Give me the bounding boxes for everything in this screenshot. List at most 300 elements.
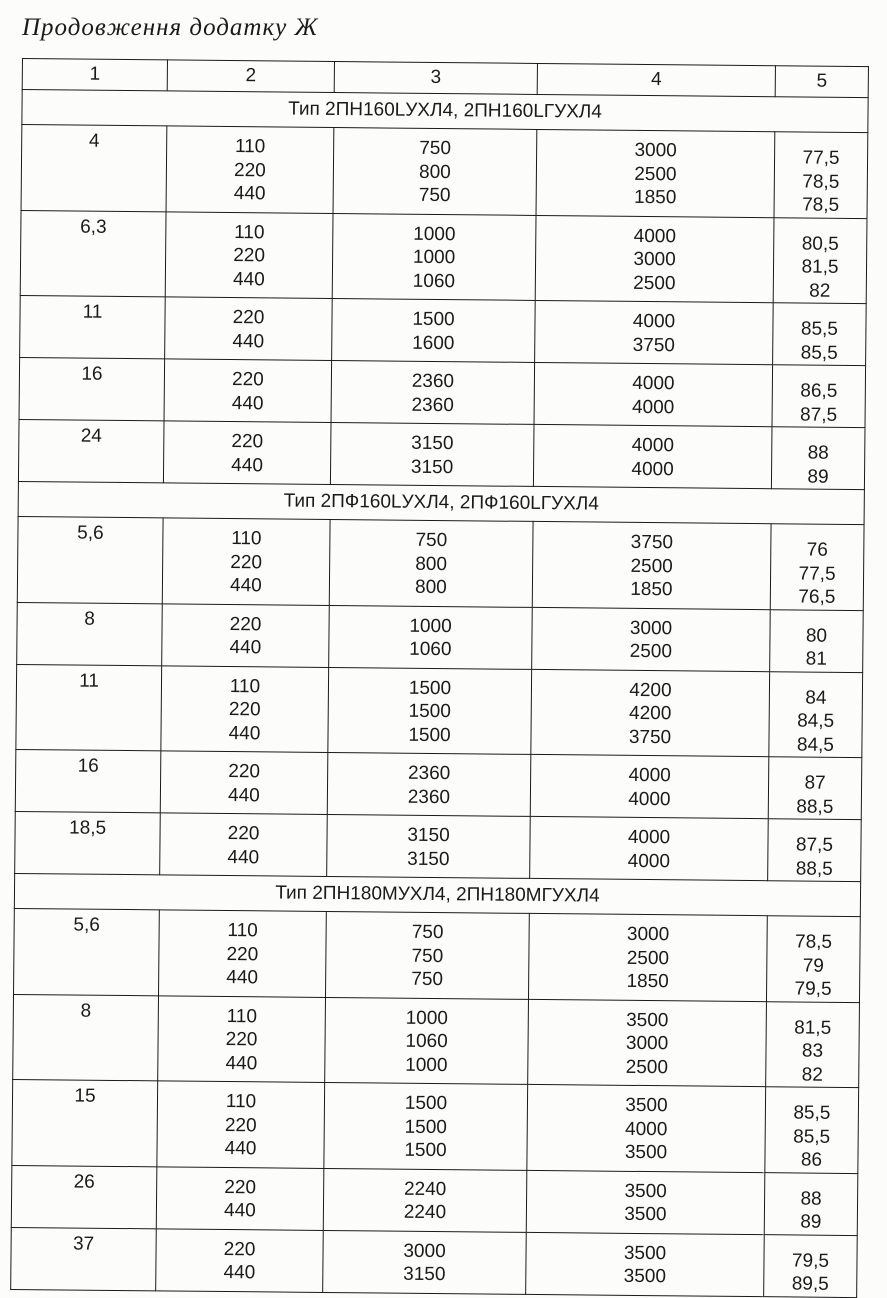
- cell-lines: [21, 211, 165, 240]
- cell-value: 750: [418, 184, 451, 207]
- table-row: [21, 125, 868, 219]
- cell-value: 440: [224, 1137, 257, 1160]
- cell-lines: [162, 604, 329, 661]
- cell-col-4: [530, 816, 769, 880]
- cell-value: 440: [231, 454, 264, 476]
- cell-value: 440: [223, 1261, 256, 1284]
- cell-value: 2500: [625, 1056, 669, 1078]
- cell-lines: [766, 1002, 859, 1087]
- cell-lines: [18, 602, 162, 631]
- cell-col-4: [533, 424, 772, 488]
- cell-col-4: [536, 129, 775, 217]
- cell-lines: [19, 420, 163, 449]
- cell-col-5: [764, 1172, 858, 1235]
- cell-value: 220: [232, 307, 265, 329]
- cell-lines: [535, 301, 773, 358]
- cell-col-1: [20, 295, 166, 358]
- cell-value: 37: [72, 1233, 95, 1255]
- cell-col-3: [329, 605, 533, 669]
- cell-value: 80,5: [801, 232, 839, 255]
- cell-value: 2360: [411, 370, 455, 393]
- cell-value: 1000: [412, 246, 456, 269]
- cell-value: 85,5: [800, 341, 838, 364]
- cell-value: 85,5: [793, 1102, 831, 1124]
- cell-value: 77,5: [802, 147, 840, 169]
- cell-col-3: [329, 519, 533, 606]
- cell-col-5: [768, 819, 862, 882]
- cell-value: 3500: [624, 1203, 667, 1226]
- cell-value: 85,5: [800, 318, 839, 340]
- cell-value: 1000: [413, 223, 456, 245]
- cell-col-4: [532, 521, 771, 609]
- cell-value: 86,5: [800, 380, 838, 402]
- cell-value: 800: [415, 553, 448, 575]
- cell-lines: [164, 421, 331, 478]
- cell-col-5: [770, 609, 864, 672]
- cell-col-1: [16, 664, 162, 751]
- cell-lines: [324, 1083, 527, 1163]
- cell-col-4: [535, 215, 774, 303]
- column-header-3: 3: [334, 61, 537, 94]
- cell-col-1: [11, 1227, 157, 1290]
- cell-lines: [167, 126, 334, 206]
- cell-lines: [769, 672, 862, 757]
- cell-lines: [16, 750, 160, 779]
- cell-col-2: [158, 995, 326, 1082]
- cell-value: 440: [223, 1199, 256, 1222]
- cell-lines: [15, 909, 159, 938]
- cell-value: 89: [807, 466, 829, 488]
- cell-lines: [20, 358, 164, 387]
- cell-lines: [771, 524, 864, 609]
- cell-value: 220: [231, 369, 264, 391]
- cell-value: 750: [419, 137, 452, 160]
- cell-value: 220: [228, 699, 261, 721]
- cell-value: 78,5: [802, 170, 840, 193]
- cell-lines: [536, 215, 774, 296]
- cell-lines: [764, 1235, 857, 1297]
- cell-value: 82: [809, 280, 831, 302]
- cell-value: 76,5: [798, 586, 836, 608]
- cell-value: 78,5: [802, 194, 840, 216]
- cell-value: 4000: [633, 225, 677, 247]
- cell-value: 220: [226, 943, 259, 965]
- cell-value: 79: [802, 955, 824, 977]
- cell-value: 81,5: [801, 256, 839, 278]
- cell-lines: [163, 518, 330, 598]
- cell-lines: [161, 751, 328, 808]
- cell-col-4: [534, 362, 773, 426]
- cell-value: 77,5: [798, 562, 836, 585]
- page-title: Продовження додатку Ж: [22, 14, 319, 41]
- cell-lines: [332, 299, 535, 356]
- cell-col-5: [774, 132, 868, 218]
- cell-value: 750: [411, 945, 444, 967]
- cell-col-4: [531, 669, 770, 757]
- cell-value: 1850: [626, 970, 669, 993]
- cell-lines: [18, 517, 162, 546]
- cell-col-4: [532, 607, 771, 671]
- cell-value: 1500: [408, 724, 451, 746]
- cell-value: 800: [414, 576, 447, 599]
- cell-lines: [531, 669, 769, 750]
- cell-lines: [17, 664, 161, 693]
- cell-value: 750: [411, 968, 444, 991]
- cell-value: 110: [227, 920, 258, 942]
- cell-value: 1500: [404, 1139, 447, 1162]
- cell-value: 5,6: [73, 914, 100, 936]
- cell-col-3: [323, 1230, 527, 1294]
- cell-value: 3750: [632, 334, 676, 356]
- cell-value: 1500: [404, 1116, 447, 1138]
- cell-value: 110: [225, 1091, 257, 1113]
- cell-col-2: [166, 126, 334, 213]
- cell-value: 1500: [408, 700, 451, 723]
- cell-lines: [534, 425, 772, 482]
- cell-value: 3150: [407, 848, 450, 870]
- table-row: [12, 1079, 859, 1173]
- cell-col-2: [163, 421, 331, 485]
- cell-value: 81,5: [794, 1016, 832, 1039]
- cell-lines: [765, 1173, 858, 1235]
- cell-col-5: [773, 303, 867, 366]
- cell-value: 2240: [403, 1201, 447, 1224]
- cell-col-2: [157, 1081, 325, 1168]
- cell-value: 88,5: [795, 857, 833, 880]
- cell-value: 18,5: [69, 817, 107, 839]
- cell-lines: [772, 365, 865, 427]
- cell-value: 80: [805, 625, 828, 647]
- cell-col-1: [14, 908, 160, 995]
- cell-value: 4000: [632, 310, 676, 333]
- cell-col-1: [17, 602, 163, 665]
- cell-col-4: [528, 999, 767, 1087]
- cell-value: 78,5: [794, 931, 833, 953]
- cell-value: 1500: [408, 677, 452, 699]
- cell-lines: [331, 423, 534, 480]
- cell-value: 4000: [631, 458, 674, 480]
- cell-lines: [333, 213, 536, 293]
- cell-lines: [767, 916, 860, 1001]
- cell-value: 2500: [634, 163, 677, 185]
- cell-value: 440: [229, 637, 262, 659]
- cell-col-2: [165, 297, 333, 361]
- cell-value: 2360: [407, 762, 451, 785]
- cell-value: 110: [229, 675, 261, 697]
- cell-lines: [157, 1081, 324, 1161]
- cell-lines: [772, 427, 865, 489]
- cell-lines: [159, 910, 326, 990]
- column-header-4: 4: [537, 63, 775, 96]
- cell-value: 1850: [633, 186, 677, 209]
- cell-value: 3000: [625, 1032, 669, 1055]
- cell-value: 3500: [623, 1242, 667, 1264]
- cell-col-3: [327, 814, 531, 878]
- cell-col-4: [527, 1084, 766, 1172]
- cell-lines: [328, 667, 531, 747]
- cell-value: 4000: [625, 1118, 668, 1140]
- cell-lines: [527, 1085, 765, 1166]
- cell-lines: [529, 914, 767, 995]
- cell-value: 82: [801, 1064, 823, 1086]
- cell-value: 3750: [628, 726, 672, 748]
- cell-lines: [12, 1227, 156, 1256]
- cell-col-5: [766, 916, 860, 1002]
- cell-value: 16: [81, 363, 103, 385]
- cell-value: 110: [234, 136, 266, 158]
- cell-col-2: [162, 603, 330, 667]
- cell-value: 3750: [630, 531, 674, 554]
- cell-value: 220: [231, 431, 264, 453]
- table-row: [15, 749, 862, 819]
- cell-value: 6,3: [80, 216, 107, 238]
- cell-lines: [765, 1087, 858, 1172]
- cell-value: 79,5: [794, 978, 832, 1000]
- cell-lines: [160, 813, 327, 870]
- cell-lines: [14, 994, 158, 1023]
- cell-value: 2240: [403, 1178, 447, 1200]
- cell-value: 24: [80, 425, 103, 447]
- cell-lines: [532, 607, 770, 664]
- table-row: [17, 602, 864, 672]
- cell-value: 750: [415, 529, 448, 552]
- cell-col-1: [19, 357, 165, 420]
- cell-col-2: [159, 910, 327, 997]
- cell-value: 2500: [633, 272, 676, 294]
- cell-col-1: [21, 125, 167, 212]
- column-header-2: 2: [167, 60, 334, 93]
- cell-lines: [330, 520, 533, 600]
- table-row: [11, 1165, 858, 1235]
- cell-col-5: [773, 217, 867, 303]
- cell-value: 16: [77, 755, 99, 777]
- cell-value: 11: [79, 670, 99, 692]
- table-row: [18, 419, 865, 489]
- table-row: [17, 516, 864, 610]
- cell-value: 220: [224, 1114, 257, 1136]
- cell-col-5: [766, 1001, 860, 1087]
- cell-value: 3150: [411, 432, 454, 455]
- cell-value: 84,5: [796, 733, 835, 756]
- cell-lines: [531, 755, 769, 812]
- cell-lines: [325, 997, 528, 1077]
- cell-value: 87,5: [800, 403, 838, 426]
- cell-lines: [12, 1165, 156, 1194]
- cell-lines: [334, 128, 537, 208]
- cell-value: 220: [230, 551, 263, 573]
- cell-lines: [329, 605, 532, 662]
- table-row: [13, 994, 860, 1088]
- cell-col-3: [325, 997, 529, 1084]
- cell-col-2: [162, 518, 330, 605]
- cell-value: 1600: [412, 332, 455, 354]
- cell-value: 8: [80, 1000, 92, 1022]
- cell-col-2: [156, 1228, 324, 1292]
- cell-col-3: [332, 298, 536, 362]
- cell-value: 3150: [410, 456, 454, 478]
- column-header-1: 1: [22, 59, 167, 91]
- section-title: Тип 2ПФ160LУХЛ4, 2ПФ160LГУХЛ4: [18, 481, 864, 524]
- cell-value: 800: [418, 161, 451, 183]
- cell-value: 88,5: [796, 795, 834, 818]
- cell-value: 4000: [631, 396, 675, 418]
- cell-value: 11: [82, 301, 103, 323]
- cell-value: 220: [233, 159, 266, 181]
- cell-value: 76: [806, 539, 828, 561]
- cell-value: 220: [233, 245, 266, 267]
- cell-value: 83: [801, 1040, 824, 1062]
- cell-lines: [775, 132, 868, 217]
- cell-col-4: [526, 1232, 765, 1296]
- cell-value: 88: [800, 1188, 822, 1210]
- cell-value: 3500: [626, 1009, 669, 1031]
- cell-col-5: [771, 427, 865, 490]
- cell-lines: [768, 819, 861, 881]
- cell-value: 1060: [412, 270, 456, 292]
- cell-value: 2500: [630, 555, 673, 577]
- cell-col-3: [326, 911, 530, 998]
- cell-value: 1500: [404, 1092, 448, 1115]
- cell-value: 3000: [403, 1240, 446, 1262]
- cell-lines: [166, 212, 333, 292]
- cell-value: 1000: [405, 1054, 448, 1076]
- cell-col-3: [333, 127, 537, 214]
- cell-value: 220: [223, 1238, 256, 1260]
- cell-lines: [328, 753, 531, 810]
- cell-value: 3150: [403, 1263, 446, 1286]
- cell-value: 220: [225, 1029, 258, 1051]
- cell-value: 440: [233, 183, 266, 205]
- cell-value: 440: [229, 575, 262, 597]
- cell-value: 1000: [409, 615, 452, 637]
- cell-lines: [774, 218, 867, 303]
- cell-lines: [161, 666, 328, 746]
- cell-value: 440: [227, 846, 260, 868]
- cell-value: 2360: [411, 394, 454, 416]
- cell-lines: [526, 1232, 764, 1289]
- cell-lines: [770, 610, 863, 672]
- cell-value: 110: [231, 528, 262, 550]
- table-body: [11, 90, 868, 1298]
- cell-value: 15: [74, 1085, 96, 1107]
- cell-col-4: [530, 754, 769, 818]
- cell-value: 88: [807, 442, 829, 464]
- cell-value: 79,5: [791, 1249, 830, 1272]
- cell-lines: [769, 757, 862, 819]
- cell-value: 5,6: [77, 522, 104, 544]
- cell-value: 3150: [407, 824, 450, 847]
- cell-value: 4000: [628, 764, 671, 787]
- cell-col-5: [770, 524, 864, 610]
- cell-col-5: [772, 365, 866, 428]
- cell-col-2: [160, 813, 328, 877]
- cell-col-2: [156, 1166, 324, 1230]
- cell-value: 4000: [627, 826, 671, 849]
- cell-value: 440: [232, 330, 265, 352]
- cell-value: 2500: [629, 640, 673, 663]
- cell-col-1: [18, 419, 164, 482]
- cell-lines: [527, 1170, 765, 1227]
- cell-lines: [13, 1080, 157, 1109]
- cell-value: 3000: [629, 617, 673, 639]
- cell-value: 84,5: [797, 710, 835, 732]
- cell-value: 750: [411, 921, 444, 944]
- cell-col-3: [324, 1082, 528, 1169]
- cell-lines: [326, 912, 529, 992]
- cell-lines: [332, 361, 535, 418]
- cell-col-2: [161, 665, 329, 752]
- cell-col-4: [526, 1170, 765, 1234]
- cell-value: 220: [228, 761, 261, 783]
- cell-col-3: [328, 667, 532, 754]
- cell-lines: [533, 522, 771, 603]
- cell-value: 440: [227, 784, 260, 806]
- cell-value: 3500: [624, 1180, 667, 1202]
- cell-col-2: [165, 211, 333, 298]
- cell-col-2: [164, 359, 332, 423]
- cell-value: 110: [234, 221, 265, 243]
- cell-value: 87,5: [795, 834, 834, 856]
- cell-col-5: [768, 757, 862, 820]
- cell-col-2: [160, 751, 328, 815]
- cell-value: 3500: [623, 1265, 667, 1288]
- cell-col-1: [15, 749, 161, 812]
- cell-value: 84: [805, 687, 827, 709]
- cell-col-5: [764, 1234, 858, 1297]
- cell-col-1: [11, 1165, 157, 1228]
- cell-col-4: [535, 300, 774, 364]
- cell-col-1: [15, 811, 161, 874]
- cell-value: 3000: [626, 923, 670, 946]
- cell-lines: [20, 296, 164, 325]
- cell-lines: [324, 1168, 527, 1225]
- cell-lines: [530, 817, 768, 874]
- cell-lines: [323, 1230, 526, 1287]
- cell-value: 1060: [405, 1030, 448, 1053]
- cell-col-1: [13, 994, 159, 1081]
- table-row: [20, 295, 867, 365]
- cell-lines: [156, 1229, 323, 1286]
- cell-value: 440: [232, 268, 265, 290]
- cell-value: 220: [229, 613, 262, 635]
- cell-value: 4000: [628, 788, 671, 810]
- cell-col-3: [327, 752, 531, 816]
- cell-col-1: [17, 516, 163, 603]
- cell-value: 2500: [626, 947, 670, 969]
- cell-value: 110: [226, 1005, 258, 1027]
- cell-lines: [773, 303, 866, 365]
- cell-value: 4000: [627, 850, 671, 872]
- cell-col-3: [331, 360, 535, 424]
- data-table: [10, 58, 869, 1298]
- cell-value: 26: [73, 1171, 95, 1193]
- cell-col-5: [769, 671, 863, 757]
- cell-lines: [157, 1167, 324, 1224]
- cell-lines: [165, 359, 332, 416]
- cell-value: 1500: [412, 308, 455, 331]
- cell-lines: [158, 996, 325, 1076]
- cell-value: 3000: [633, 248, 676, 271]
- cell-value: 4000: [632, 372, 675, 395]
- cell-value: 1850: [630, 578, 673, 601]
- cell-value: 440: [228, 722, 261, 744]
- cell-col-1: [12, 1079, 158, 1166]
- cell-value: 1000: [405, 1007, 449, 1029]
- cell-lines: [535, 363, 773, 420]
- cell-value: 2360: [407, 786, 451, 808]
- table-row: [11, 1227, 858, 1297]
- cell-value: 4200: [628, 702, 672, 725]
